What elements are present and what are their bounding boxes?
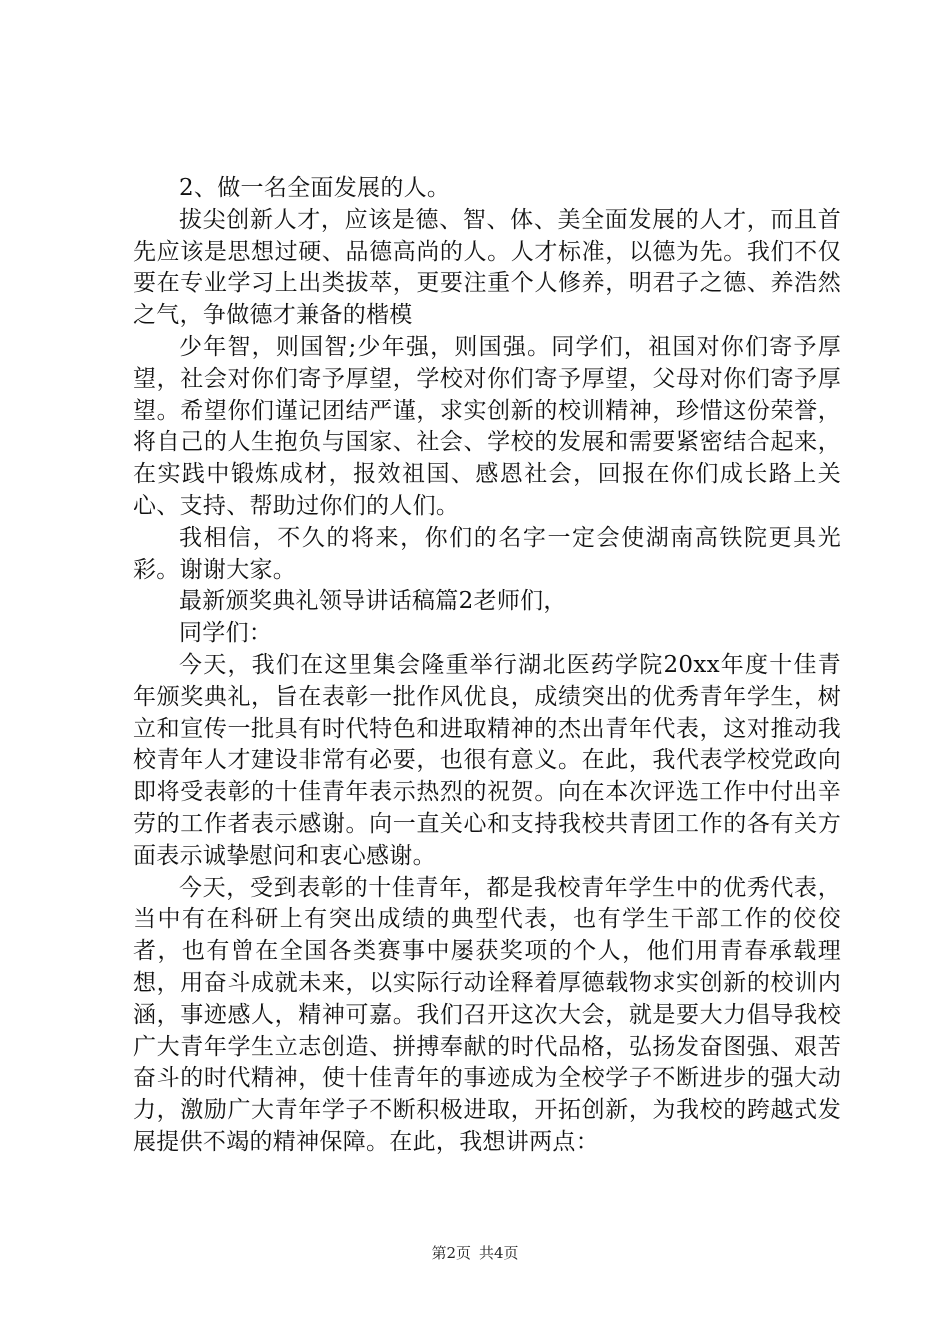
paragraph: 少年智，则国智;少年强，则国强。同学们，祖国对你们寄予厚望，社会对你们寄予厚望，学校对你们寄予厚望，父母对你们寄予厚望。希望你们谨记团结严谨，求实创新的校训精神，珍惜这份荣誉，将自己的人生抱负与国家、社会、学校的发展和需要紧密结合起来，在实践中锻炼成材，报效祖国、感恩社会，回报在你们成长路上关心、支持、帮助过你们的人们。 bbox=[133, 333, 841, 519]
paragraph: 我相信，不久的将来，你们的名字一定会使湖南高铁院更具光彩。谢谢大家。 bbox=[133, 524, 841, 583]
paragraph-salutation: 同学们： bbox=[179, 620, 273, 647]
paragraph: 今天，我们在这里集会隆重举行湖北医药学院20xx年度十佳青年颁奖典礼，旨在表彰一批作风优良，成绩突出的优秀青年学生，树立和宣传一批具有时代特色和进取精神的杰出青年代表，这对推动我校青年人才建设非常有必要，也很有意义。在此，我代表学校党政向即将受表彰的十佳青年表示热烈的祝贺。向在本次评选工作中付出辛劳的工作者表示感谢。向一直关心和支持我校共青团工作的各有关方面表示诚挚慰问和衷心感谢。 bbox=[133, 651, 841, 869]
page-footer bbox=[0, 1243, 950, 1263]
document-body bbox=[133, 173, 841, 1159]
paragraph-article-title: 最新颁奖典礼领导讲话稿篇2老师们， bbox=[179, 588, 567, 615]
page-total: 共4页 bbox=[479, 1244, 519, 1262]
paragraph: 今天，受到表彰的十佳青年，都是我校青年学生中的优秀代表，当中有在科研上有突出成绩的典型代表，也有学生干部工作的佼佼者，也有曾在全国各类赛事中屡获奖项的个人，他们用青春承载理想，用奋斗成就未来，以实际行动诠释着厚德载物求实创新的校训内涵，事迹感人，精神可嘉。我们召开这次大会，就是要大力倡导我校广大青年学生立志创造、拼搏奉献的时代品格，弘扬发奋图强、艰苦奋斗的时代精神，使十佳青年的事迹成为全校学子不断进步的强大动力，激励广大青年学子不断积极进取，开拓创新，为我校的跨越式发展提供不竭的精神保障。在此，我想讲两点： bbox=[133, 874, 841, 1155]
page-number: 第2页 bbox=[431, 1244, 471, 1262]
paragraph: 拔尖创新人才，应该是德、智、体、美全面发展的人才，而且首先应该是思想过硬、品德高尚的人。人才标准，以德为先。我们不仅要在专业学习上出类拔萃，更要注重个人修养，明君子之德、养浩然之气，争做德才兼备的楷模 bbox=[133, 206, 841, 329]
paragraph-section-heading: 2、做一名全面发展的人。 bbox=[179, 175, 451, 201]
